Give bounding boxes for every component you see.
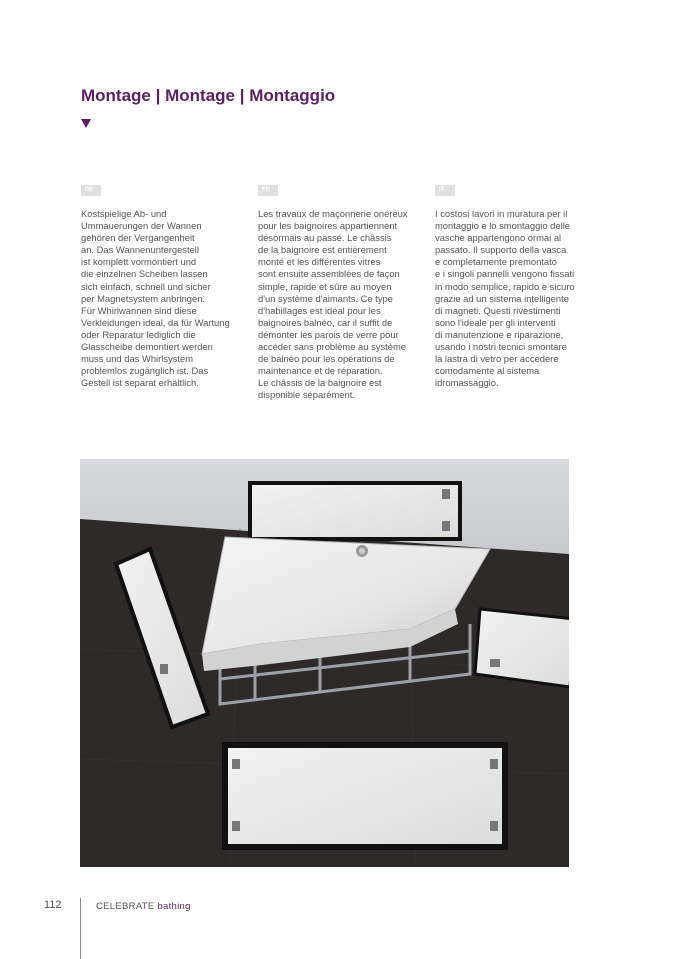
title-separator: | (155, 86, 161, 105)
text-line: d'habillages est idéal pour les (258, 304, 381, 316)
text-line: di manutenzione e riparazione, (435, 328, 564, 340)
text-line: d'un système d'aimants. Ce type (258, 292, 393, 304)
text-line: accéder sans problème au système (258, 341, 406, 353)
text-line: usando i nostri tecnici smontare (435, 341, 567, 353)
text-line: idromassaggio. (435, 377, 499, 389)
text-line: passato. Il supporto della vasca (435, 244, 567, 256)
text-line: de la baignoire est entièrement (258, 244, 387, 256)
text-line: Für Whirlwannen sind diese (81, 304, 197, 316)
text-column-fr (258, 208, 430, 402)
footer-brand (96, 901, 191, 912)
text-line: e completamente premontato (435, 256, 557, 268)
text-line: vasche appartengono ormai al (435, 232, 562, 244)
text-line: Le châssis de la baignoire est (258, 377, 382, 389)
page-title (81, 86, 335, 106)
brand-accent: bathing (157, 901, 191, 912)
text-line: de balnéo pour les opérations de (258, 353, 395, 365)
triangle-down-icon (81, 119, 91, 128)
title-it: Montaggio (249, 86, 336, 105)
text-line: montaggio e lo smontaggio delle (435, 220, 570, 232)
text-line: disponible séparément. (258, 389, 355, 401)
text-line: Gestell ist separat erhältlich. (81, 377, 199, 389)
text-line: maintenance et de réparation. (258, 365, 383, 377)
text-column-it (435, 208, 607, 389)
text-line: an. Das Wannenuntergestell (81, 244, 199, 256)
text-line: die einzelnen Scheiben lassen (81, 268, 208, 280)
text-line: démonter les parois de verre pour (258, 328, 399, 340)
text-line: Verkleidungen ideal, da für Wartung (81, 316, 230, 328)
text-line: désormais au passé. Le châssis (258, 232, 392, 244)
text-line: muss und das Whirlsystem (81, 353, 194, 365)
text-line: monté et les différentes vitres (258, 256, 381, 268)
text-line: la lastra di vetro per accedere (435, 353, 559, 365)
text-line: I costosi lavori in muratura per il (435, 208, 568, 219)
brand-main: CELEBRATE (96, 901, 155, 912)
text-line: pour les baignoires appartiennent (258, 220, 398, 232)
text-line: Ummauerungen der Wannen (81, 220, 202, 232)
footer-divider (80, 898, 81, 959)
page-number: 112 (44, 899, 62, 911)
text-line: sich einfach, schnell und sicher (81, 280, 211, 292)
text-column-de (81, 208, 253, 389)
title-fr: Montage (165, 86, 236, 105)
text-line: Les travaux de maçonnerie onéreux (258, 208, 408, 219)
text-line: in modo semplice, rapido e sicuro (435, 280, 575, 292)
lang-tag-it: IT (435, 185, 455, 196)
text-line: comodamente al sistema (435, 365, 540, 377)
text-line: oder Reparatur lediglich die (81, 328, 196, 340)
text-line: per Magnetsystem anbringen. (81, 292, 206, 304)
text-line: Glasscheibe demontiert werden (81, 341, 213, 353)
text-line: sont ensuite assemblées de façon (258, 268, 400, 280)
text-line: sono l'ideale per gli interventi (435, 316, 556, 328)
text-line: problemlos zugänglich ist. Das (81, 365, 209, 377)
text-line: grazie ad un sistema intelligente (435, 292, 569, 304)
lang-tag-fr: FR (258, 185, 278, 196)
text-line: e i singoli pannelli vengono fissati (435, 268, 575, 280)
text-line: Kostspielige Ab- und (81, 208, 167, 219)
text-line: di magneti. Questi rivestimenti (435, 304, 561, 316)
text-line: gehören der Vergangenheit (81, 232, 195, 244)
text-line: ist komplett vormontiert und (81, 256, 197, 268)
text-line: baignoires balnéo, car il suffit de (258, 316, 393, 328)
title-separator: | (239, 86, 245, 105)
bathtub-assembly-photo (80, 459, 569, 867)
title-de: Montage (81, 86, 151, 105)
text-line: simple, rapide et sûre au moyen (258, 280, 392, 292)
lang-tag-de: DE (81, 185, 101, 196)
